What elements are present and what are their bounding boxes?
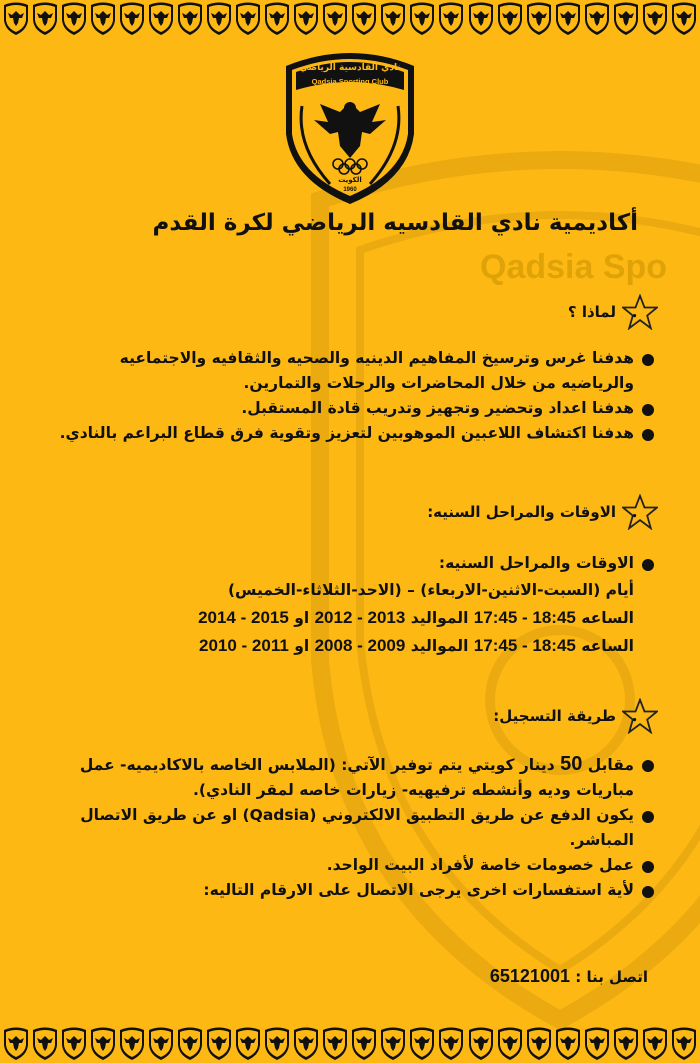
mini-shield-icon [176,1023,204,1063]
section-why-heading [568,294,658,330]
mini-shield-icon [234,1023,262,1063]
mini-shield-icon [467,0,495,36]
mini-shield-icon [437,0,465,36]
mini-shield-icon [118,0,146,36]
mini-shield-icon [205,0,233,36]
bottom-shield-border [0,1023,700,1063]
qadsia-club-logo [280,46,420,206]
list-item: هدفنا اكتشاف اللاعبين الموهوبين لتعزيز وتقوية فرق قطاع البراعم بالنادي. [46,421,656,446]
mini-shield-icon [496,0,524,36]
top-shield-border [0,0,700,36]
mini-shield-icon [89,0,117,36]
contact-label: اتصل بنا : [575,968,648,986]
mini-shield-icon [496,1023,524,1063]
logo-english-name: Qadsia Sporting Club [311,77,389,86]
times-row-2: الساعه 17:45 - 18:45 المواليد 2008 - 2009 او 2010 - 2011 [199,636,634,655]
mini-shield-icon [60,0,88,36]
star-icon [622,698,658,734]
mini-shield-icon [379,1023,407,1063]
register-list [46,752,656,903]
mini-shield-icon [583,0,611,36]
section-why-title: لماذا ؟ [567,303,616,321]
mini-shield-icon [467,1023,495,1063]
mini-shield-icon [205,1023,233,1063]
list-item: هدفنا اعداد وتحضير وتجهيز وتدريب قادة المستقبل. [46,396,656,421]
watermark-text: Qadsia Spo [480,248,668,286]
mini-shield-icon [60,1023,88,1063]
mini-shield-icon [147,1023,175,1063]
mini-shield-icon [350,1023,378,1063]
mini-shield-icon [641,1023,669,1063]
mini-shield-icon [321,1023,349,1063]
mini-shield-icon [612,0,640,36]
star-icon [622,494,658,530]
mini-shield-icon [554,1023,582,1063]
times-days: أيام (السبت-الاثنين-الاربعاء) – (الاحد-الثلاثاء-الخميس) [227,581,634,599]
logo-country: الكويت [338,176,362,184]
mini-shield-icon [583,1023,611,1063]
mini-shield-icon [525,1023,553,1063]
mini-shield-icon [612,1023,640,1063]
mini-shield-icon [670,1023,698,1063]
mini-shield-icon [408,0,436,36]
why-list [46,346,656,446]
section-times-heading [427,494,658,530]
mini-shield-icon [31,1023,59,1063]
mini-shield-icon [2,0,30,36]
mini-shield-icon [2,1023,30,1063]
logo-year: 1960 [343,187,357,193]
times-row-1: الساعه 17:45 - 18:45 المواليد 2012 - 2013 او 2014 - 2015 [198,608,634,627]
times-block [36,550,656,660]
section-register-heading [493,698,658,734]
mini-shield-icon [147,0,175,36]
mini-shield-icon [379,0,407,36]
mini-shield-icon [292,1023,320,1063]
page-title: أكاديمية نادي القادسيه الرياضي لكرة القدم [152,210,638,236]
mini-shield-icon [89,1023,117,1063]
mini-shield-icon [31,0,59,36]
mini-shield-icon [263,1023,291,1063]
list-item: عمل خصومات خاصة لأفراد البيت الواحد. [46,853,656,878]
mini-shield-icon [118,1023,146,1063]
star-icon [622,294,658,330]
list-item: لأية استفسارات اخرى يرجى الاتصال على الارقام التاليه: [46,878,656,903]
list-item: يكون الدفع عن طريق التطبيق الالكتروني (Qadsia) او عن طريق الاتصال المباشر. [46,803,656,853]
list-item: هدفنا غرس وترسيخ المفاهيم الدينيه والصحيه والثقافيه والاجتماعيه والرياضيه من خلال المحاضرات والرحلات والتمارين. [46,346,656,396]
mini-shield-icon [350,0,378,36]
mini-shield-icon [554,0,582,36]
contact-line [490,966,648,987]
mini-shield-icon [641,0,669,36]
logo-arabic-name: نادي القادسية الرياضي [299,63,401,73]
contact-phone[interactable]: 65121001 [489,966,570,986]
mini-shield-icon [525,0,553,36]
mini-shield-icon [408,1023,436,1063]
mini-shield-icon [292,0,320,36]
list-item: مقابل 50 دينار كويتي يتم توفير الآتي: (الملابس الخاصه بالاكاديميه- عمل مباريات وديه وأنشطه ترفيهيه- زيارات خاصه لمقر النادي). [46,752,656,803]
mini-shield-icon [321,0,349,36]
times-intro: الاوقات والمراحل السنيه: [36,550,656,577]
mini-shield-icon [263,0,291,36]
mini-shield-icon [234,0,262,36]
section-times-title: الاوقات والمراحل السنيه: [427,503,616,521]
mini-shield-icon [670,0,698,36]
mini-shield-icon [176,0,204,36]
section-register-title: طريقة التسجيل: [493,707,616,725]
mini-shield-icon [437,1023,465,1063]
